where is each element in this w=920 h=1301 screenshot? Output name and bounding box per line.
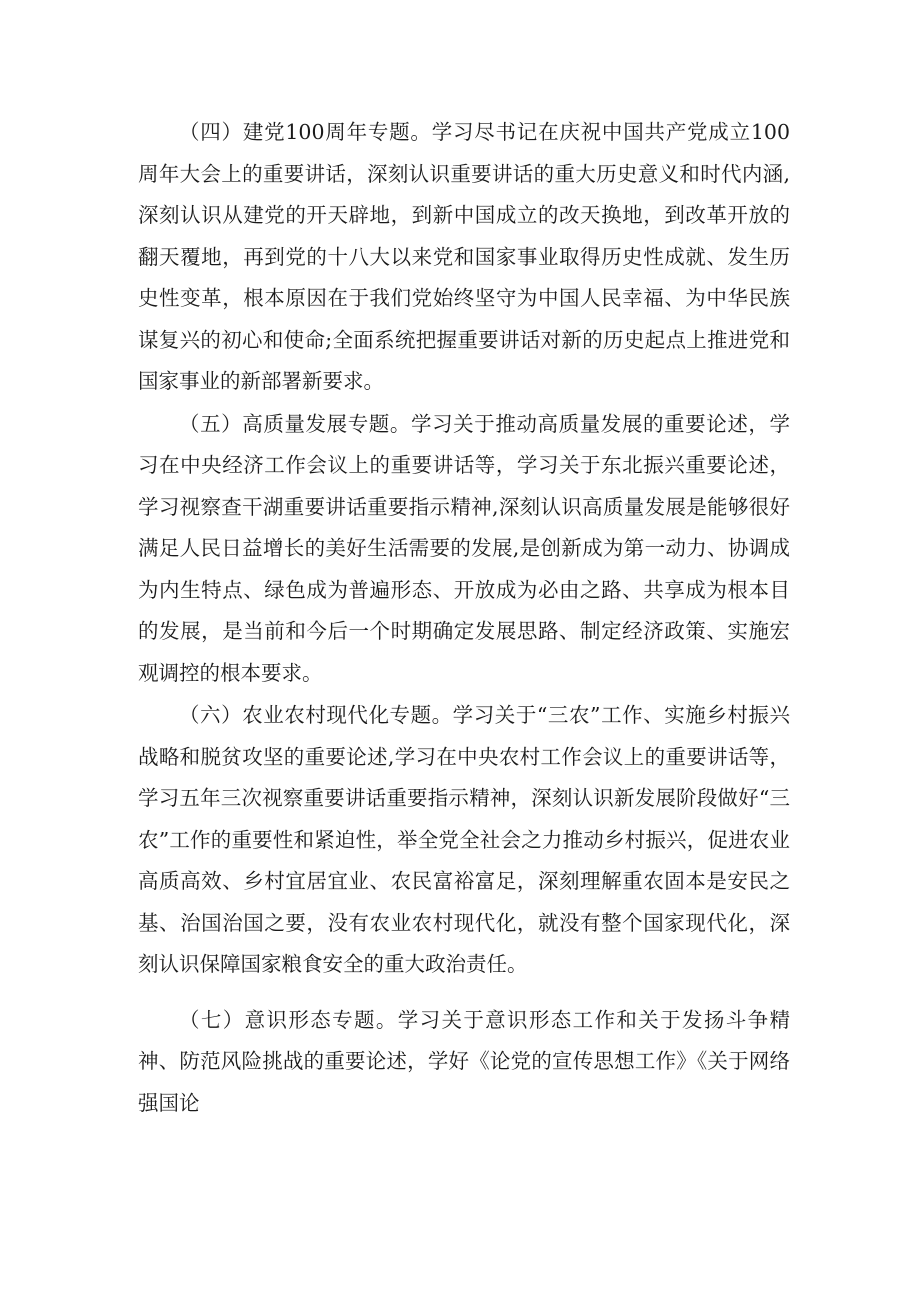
paragraph-section-4: （四）建党100周年专题。学习尽书记在庆祝中国共产党成立100周年大会上的重要讲话，深刻认识重要讲话的重大历史意义和时代内涵,深刻认识从建党的开天辟地，到新中国成立的改天换地，到改革开放的翻天覆地，再到党的十八大以来党和国家事业取得历史性成就、发生历史性变革，根本原因在于我们党始终坚守为中国人民幸福、为中华民族谋复兴的初心和使命;全面系统把握重要讲话对新的历史起点上推进党和国家事业的新部署新要求。 <box>138 120 790 393</box>
paragraph-section-6: （六）农业农村现代化专题。学习关于“三农”工作、实施乡村振兴战略和脱贫攻坚的重要论述,学习在中央农村工作会议上的重要讲话等，学习五年三次视察重要讲话重要指示精神，深刻认识新发展阶段做好“三农”工作的重要性和紧迫性，举全党全社会之力推动乡村振兴，促进农业高质高效、乡村宜居宜业、农民富裕富足，深刻理解重农固本是安民之基、治国治国之要，没有农业农村现代化，就没有整个国家现代化，深刻认识保障国家粮食安全的重大政治责任。 <box>138 703 790 976</box>
paragraph-section-5: （五）高质量发展专题。学习关于推动高质量发展的重要论述，学习在中央经济工作会议上的重要讲话等，学习关于东北振兴重要论述，学习视察查干湖重要讲话重要指示精神,深刻认识高质量发展是能够很好满足人民日益增长的美好生活需要的发展,是创新成为第一动力、协调成为内生特点、绿色成为普遍形态、开放成为必由之路、共享成为根本目的发展，是当前和今后一个时期确定发展思路、制定经济政策、实施宏观调控的根本要求。 <box>138 411 790 685</box>
document-body <box>138 112 790 1124</box>
paragraph-section-7: （七）意识形态专题。学习关于意识形态工作和关于发扬斗争精神、防范风险挑战的重要论述，学好《论党的宣传思想工作》《关于网络强国论 <box>138 1007 790 1115</box>
